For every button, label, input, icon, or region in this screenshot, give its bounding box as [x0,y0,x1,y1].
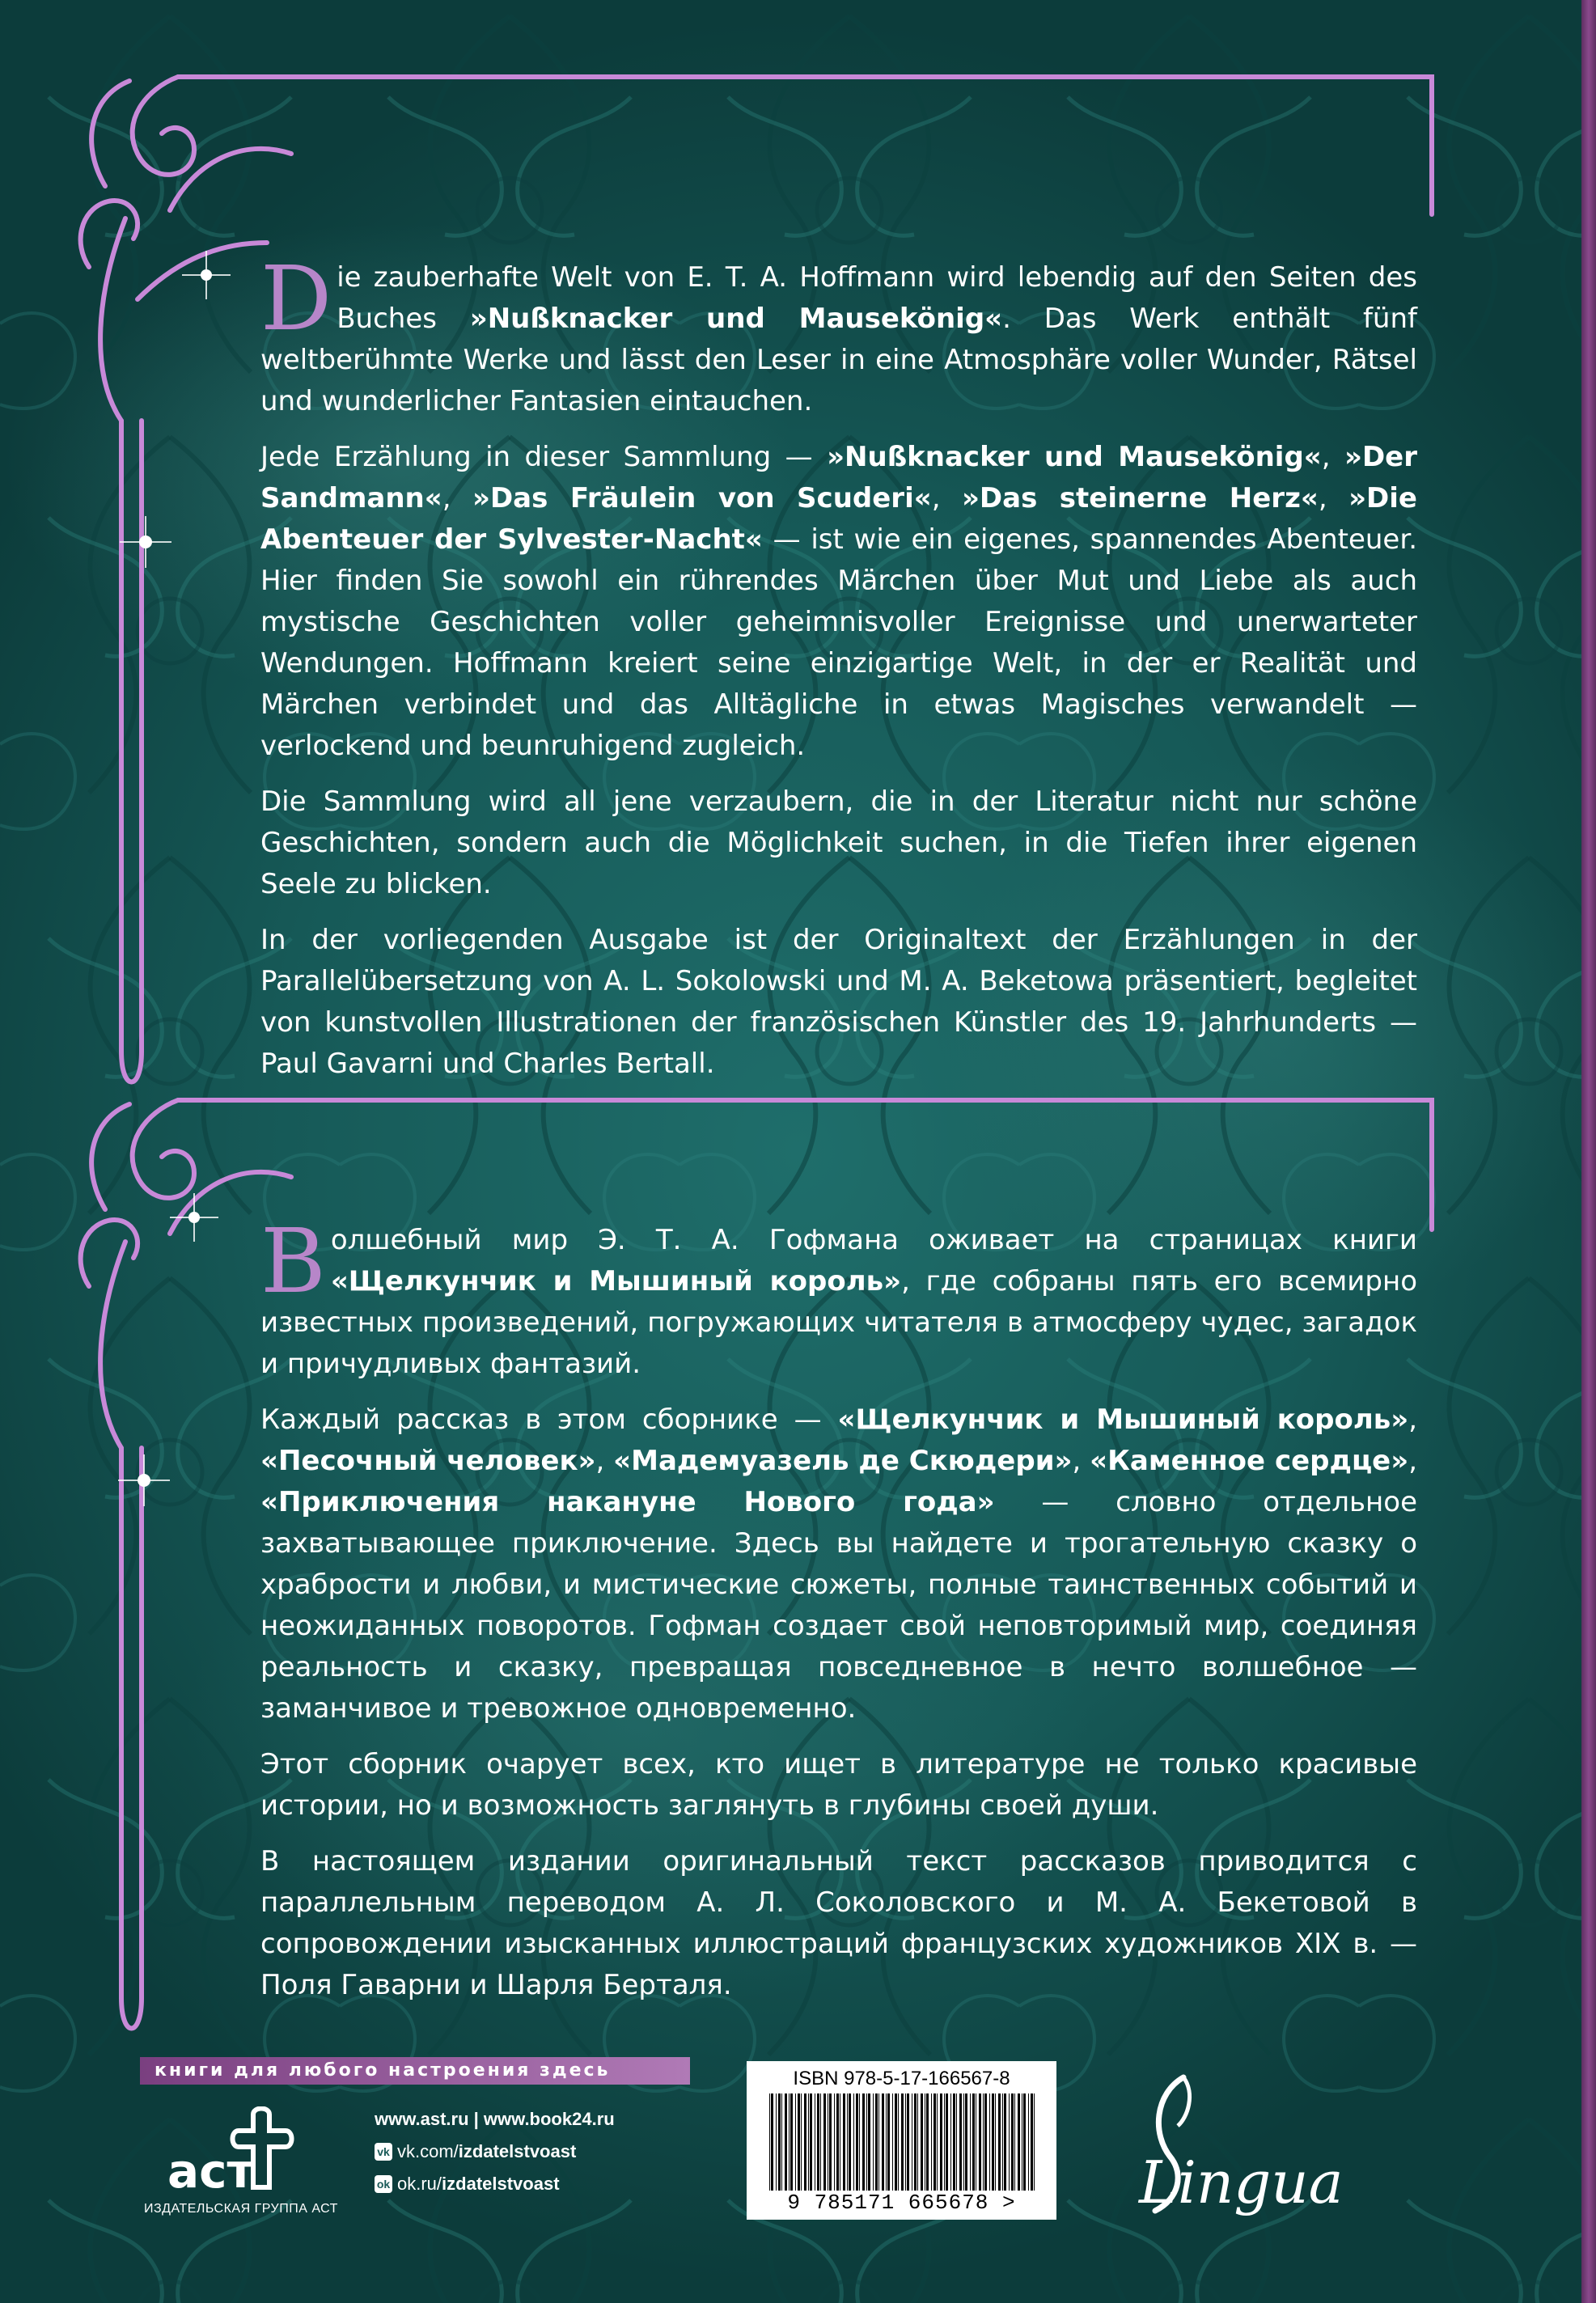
barcode-digits: 9 785171 665678 > [787,2191,1016,2215]
ok-icon: ok [375,2175,392,2193]
barcode-bar [1028,2093,1029,2191]
barcode-bar [798,2093,800,2191]
barcode-bar [789,2093,790,2191]
websites-link[interactable]: www.ast.ru | www.book24.ru [375,2109,615,2129]
german-paragraph-3: Die Sammlung wird all jene verzaubern, die in der Literatur nicht nur schöne Geschichten, sondern auch die Möglichkeit suchen, in die Tiefen ihrer eigenen Seele zu blicken. [260,785,1417,900]
russian-description [260,1209,1418,2021]
barcode-bar [970,2093,971,2191]
dropcap-letter: В [260,1209,326,1313]
barcode-bar [823,2093,826,2191]
barcode-bar [808,2093,809,2191]
barcode-bar [921,2093,923,2191]
barcode-bar [956,2093,957,2191]
barcode-bar [995,2093,996,2191]
lingua-imprint-logo [1107,2061,1349,2223]
barcode-bar [853,2093,854,2191]
barcode-bar [972,2093,975,2191]
barcode-bar [940,2093,942,2191]
russian-paragraph-4: В настоящем издании оригинальный текст рассказов приводится с параллельным переводом А. Л. Соколовского и М. А. Бекетовой в сопровождении изысканных иллюстраций французских художников XIX в. — Поля Гаварни и Шарля Берталя. [260,1845,1417,2001]
isbn-barcode [747,2061,1056,2220]
barcode-bar [873,2093,874,2191]
barcode-bar [1002,2093,1003,2191]
barcode-bar [950,2093,951,2191]
russian-paragraph-3: Этот сборник очарует всех, кто ищет в литературе не только красивые истории, но и возможность заглянуть в глубины своей души. [260,1748,1417,1822]
barcode-bar [1034,2093,1035,2191]
ok-link[interactable]: ok ok.ru/ izdatelstvoast [375,2168,615,2200]
publisher-links [375,2103,615,2200]
barcode-bar [856,2093,858,2191]
barcode-bar [926,2093,929,2191]
ast-publisher-logo [164,2106,302,2197]
barcode-bar [849,2093,851,2191]
russian-paragraph-1: Волшебный мир Э. Т. А. Гофмана оживает на страницах книги «Щелкунчик и Мышиный король», где собраны пять его всемирно известных произведений, погружающих читателя в атмосферу чудес, загадок и причудливых фантазий. [260,1209,1417,1380]
barcode-bar [944,2093,945,2191]
barcode-bar [778,2093,781,2191]
barcode-bar [933,2093,936,2191]
tagline-banner: книги для любого настроения здесь [140,2057,690,2085]
dropcap-letter: D [260,247,332,350]
barcode-bar [781,2093,782,2191]
barcode-bar [834,2093,835,2191]
barcode-bar [1031,2093,1033,2191]
barcode-bar [810,2093,812,2191]
svg-text:аст: аст [167,2144,255,2197]
barcode-bar [992,2093,994,2191]
barcode-bar [907,2093,909,2191]
barcode-bar [847,2093,848,2191]
barcode-bar [866,2093,867,2191]
barcode-bar [953,2093,955,2191]
barcode-bars [769,2093,1036,2191]
barcode-bar [1014,2093,1015,2191]
publisher-caption: ИЗДАТЕЛЬСКАЯ ГРУППА АСТ [144,2202,338,2216]
barcode-bar [886,2093,887,2191]
barcode-bar [820,2093,821,2191]
barcode-bar [901,2093,904,2191]
barcode-bar [801,2093,802,2191]
barcode-bar [965,2093,967,2191]
barcode-bar [983,2093,984,2191]
german-paragraph-2: Jede Erzählung in dieser Sammlung — »Nußknacker und Mausekönig«, »Der Sandmann«, »Das Fräulein von Scuderi«, »Das steinerne Herz«, »Die Abenteuer der Sylvester-Nacht« — ist wie ein eigenes, spannendes Abenteuer. Hier finden Sie sowohl ein rührendes Märchen über Mut und Liebe als auch mystische Geschichten voller geheimnisvoller Ereignisse und unerwarteter Wendungen. Hoffmann kreiert seine einzigartige Welt, in der er Realität und Märchen verbindet und das Alltägliche in etwas Magisches verwandelt — verlockend und beunruhigend zugleich. [260,441,1417,762]
barcode-bar [1023,2093,1026,2191]
barcode-bar [829,2093,832,2191]
barcode-bar [963,2093,964,2191]
barcode-bar [843,2093,845,2191]
barcode-bar [875,2093,878,2191]
barcode-bar [836,2093,839,2191]
barcode-bar [817,2093,819,2191]
svg-text:Lingua: Lingua [1139,2148,1344,2216]
barcode-bar [979,2093,981,2191]
german-paragraph-1: Die zauberhafte Welt von E. T. A. Hoffmann wird lebendig auf den Seiten des Buches »Nußknacker und Mausekönig«. Das Werk enthält fünf weltberühmte Werke und lässt den Leser in eine Atmosphäre voller Wunder, Rätsel und wunderlicher Fantasien eintauchen. [260,247,1417,417]
barcode-bar [859,2093,860,2191]
barcode-bar [882,2093,884,2191]
barcode-bar [878,2093,879,2191]
barcode-bar [1011,2093,1014,2191]
barcode-bar [998,2093,1001,2191]
barcode-bar [959,2093,962,2191]
vk-icon: vk [375,2143,392,2161]
barcode-bar [984,2093,987,2191]
barcode-bar [937,2093,938,2191]
barcode-bar [905,2093,906,2191]
german-paragraph-4: In der vorliegenden Ausgabe ist der Originaltext der Erzählungen in der Parallelübersetzung von A. L. Sokolowski und M. A. Beketowa präsentiert, begleitet von kunstvollen Illustrationen der französischen Künstler des 19. Jahrhunderts — Paul Gavarni und Charles Bertall. [260,924,1417,1080]
barcode-bar [887,2093,890,2191]
barcode-bar [790,2093,793,2191]
barcode-bar [868,2093,870,2191]
barcode-bar [914,2093,917,2191]
barcode-bar [862,2093,865,2191]
barcode-bar [917,2093,918,2191]
barcode-bar [892,2093,893,2191]
barcode-bar [931,2093,932,2191]
barcode-bar [898,2093,899,2191]
vk-link[interactable]: vk vk.com/ izdatelstvoast [375,2136,615,2168]
barcode-bar [795,2093,796,2191]
barcode-bar [989,2093,990,2191]
german-description [260,247,1417,1099]
barcode-bar [771,2093,773,2191]
barcode-bar [1018,2093,1020,2191]
barcode-bar [776,2093,777,2191]
barcode-bar [785,2093,787,2191]
barcode-bar [1009,2093,1010,2191]
barcode-bar [1004,2093,1006,2191]
barcode-bar [946,2093,948,2191]
barcode-bar [895,2093,897,2191]
barcode-bar [804,2093,806,2191]
russian-paragraph-2: Каждый рассказ в этом сборнике — «Щелкунчик и Мышиный король», «Песочный человек», «Мадемуазель де Скюдери», «Каменное сердце», «Приключения накануне Нового года» — словно отдельное захватывающее приключение. Здесь вы найдете и трогательную сказку о храбрости и любви, и мистические сюжеты, полные таинственных событий и неожиданных поворотов. Гофман создает свой неповторимый мир, соединяя реальность и сказку, превращая повседневное в нечто волшебное — заманчивое и тревожное одновременно. [260,1403,1418,1725]
barcode-bar [769,2093,770,2191]
isbn-number: ISBN 978-5-17-166567-8 [793,2068,1010,2089]
